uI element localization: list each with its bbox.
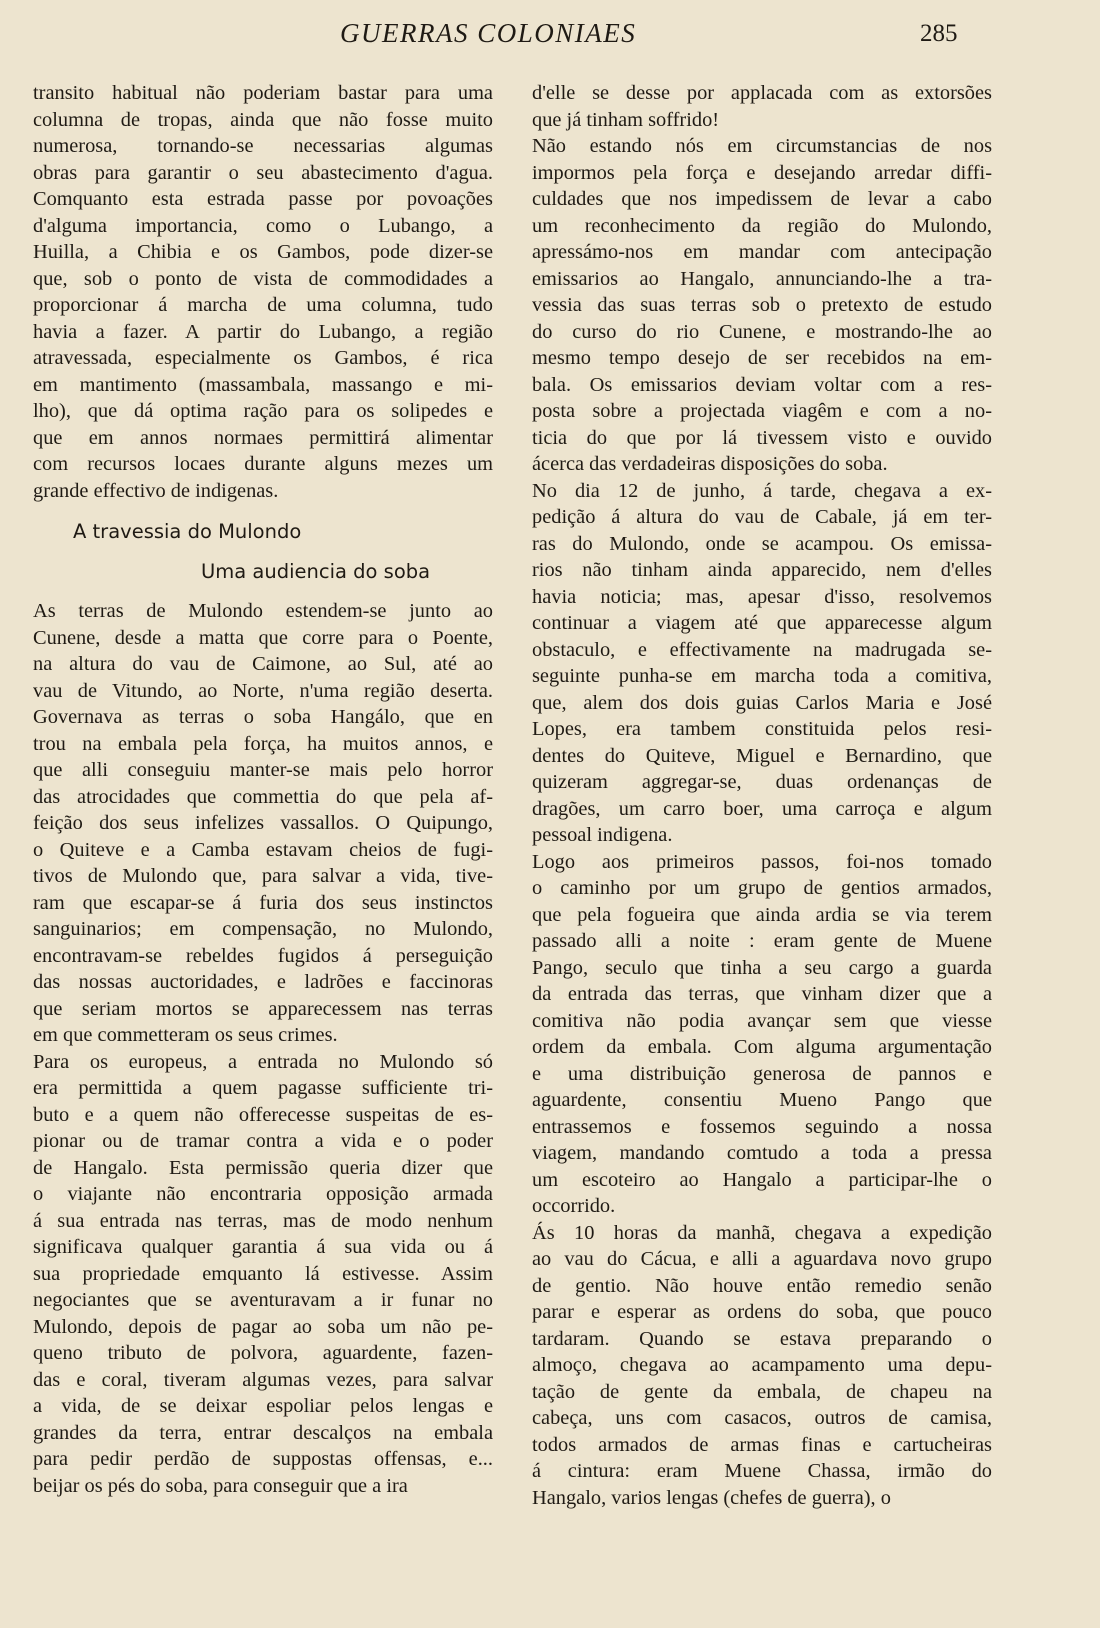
text-line: de gentio. Não houve então remedio senão bbox=[532, 1274, 992, 1297]
running-head bbox=[0, 18, 1100, 58]
text-line: d'alguma importancia, como o Lubango, a bbox=[33, 214, 493, 237]
paragraph-group-b bbox=[33, 598, 493, 1499]
text-line: tação de gente da embala, de chapeu na bbox=[532, 1380, 992, 1403]
text-line: almoço, chegava ao acampamento uma depu- bbox=[532, 1354, 992, 1376]
text-line: de Hangalo. Esta permissão queria dizer que bbox=[33, 1156, 493, 1179]
text-line: viagem, mandando comtudo a toda a pressa bbox=[532, 1142, 992, 1164]
text-line: á cintura: eram Muene Chassa, irmão do bbox=[532, 1460, 992, 1482]
text-line: queno tributo de polvora, aguardente, fazen- bbox=[33, 1342, 493, 1364]
text-line: passado alli a noite : eram gente de Muene bbox=[532, 930, 992, 952]
text-line: e uma distribuição generosa de pannos e bbox=[532, 1062, 992, 1085]
text-line: dragões, um carro boer, uma carroça e algum bbox=[532, 797, 992, 820]
text-line: numerosa, tornando-se necessarias algumas bbox=[33, 135, 493, 157]
text-line: emissarios ao Hangalo, annunciando-lhe a tra- bbox=[532, 267, 992, 290]
text-line: que pela fogueira que ainda ardia se via terem bbox=[532, 903, 992, 926]
text-line: o Quiteve e a Camba estavam cheios de fugi- bbox=[33, 838, 493, 861]
text-line: ao vau do Cácua, e alli a aguardava novo grupo bbox=[532, 1248, 992, 1270]
text-line: atravessada, especialmente os Gambos, é rica bbox=[33, 347, 493, 369]
text-line: entrassemos e fossemos seguindo a nossa bbox=[532, 1115, 992, 1138]
text-line: quizeram aggregar-se, duas ordenanças de bbox=[532, 771, 992, 793]
text-line: á sua entrada nas terras, mas de modo nenhum bbox=[33, 1209, 493, 1232]
text-line: continuar a viagem até que apparecesse algum bbox=[532, 612, 992, 634]
page-number: 285 bbox=[920, 20, 958, 47]
text-line: grande effectivo de indigenas. bbox=[33, 479, 279, 502]
text-line: que seriam mortos se apparecessem nas terras bbox=[33, 997, 493, 1020]
text-line: mesmo tempo desejo de ser recebidos na em- bbox=[532, 347, 992, 369]
text-line: que, sob o ponto de vista de commodidades a bbox=[33, 267, 493, 290]
text-line: No dia 12 de junho, á tarde, chegava a ex- bbox=[532, 479, 992, 502]
text-line: o caminho por um grupo de gentios armados, bbox=[532, 877, 992, 899]
text-line: ram que escapar-se á furia dos seus instinctos bbox=[33, 891, 493, 914]
text-line: pionar ou de tramar contra a vida e o poder bbox=[33, 1130, 493, 1152]
text-line: Pango, seculo que tinha a seu cargo a guarda bbox=[532, 956, 992, 979]
right-column bbox=[532, 80, 992, 1511]
text-line: Governava as terras o soba Hangálo, que en bbox=[33, 706, 493, 728]
running-title: GUERRAS COLONIAES bbox=[340, 18, 637, 48]
text-line: o viajante não encontraria opposição armada bbox=[33, 1183, 493, 1205]
text-line: um escoteiro ao Hangalo a participar-lhe o bbox=[532, 1168, 992, 1191]
left-column bbox=[33, 80, 493, 1499]
text-line: que em annos normaes permittirá alimentar bbox=[33, 426, 493, 449]
text-line: occorrido. bbox=[532, 1195, 616, 1217]
text-line: do curso do rio Cunene, e mostrando-lhe ao bbox=[532, 320, 992, 343]
text-line: trou na embala pela força, ha muitos annos, e bbox=[33, 732, 493, 755]
text-line: tivos de Mulondo que, para salvar a vida, tive- bbox=[33, 865, 493, 887]
text-line: tardaram. Quando se estava preparando o bbox=[532, 1327, 992, 1350]
text-line: impormos pela força e desejando arredar diffi- bbox=[532, 161, 992, 184]
text-line: era permittida a quem pagasse sufficiente tri- bbox=[33, 1077, 493, 1099]
text-line: lho), que dá optima ração para os solipedes e bbox=[33, 400, 493, 422]
text-line: das atrocidades que commettia do que pela af- bbox=[33, 785, 493, 808]
text-line: ras do Mulondo, onde se acampou. Os emissa- bbox=[532, 532, 992, 555]
text-line: Mulondo, depois de pagar ao soba um não pe- bbox=[33, 1315, 493, 1338]
text-line: Para os europeus, a entrada no Mulondo só bbox=[33, 1050, 493, 1073]
text-line: culdades que nos impedissem de levar a cabo bbox=[532, 188, 992, 210]
text-line: que alli conseguiu manter-se mais pelo horror bbox=[33, 759, 493, 781]
section-subheading: Uma audiencia do soba bbox=[201, 560, 431, 583]
text-line: havia a fazer. A partir do Lubango, a região bbox=[33, 320, 493, 343]
text-line: sua propriedade emquanto lá estivesse. Assim bbox=[33, 1262, 493, 1285]
text-line: d'elle se desse por applacada com as extorsões bbox=[532, 82, 992, 104]
text-line: Hangalo, varios lengas (chefes de guerra), o bbox=[532, 1486, 891, 1509]
text-line: obras para garantir o seu abastecimento d'agua. bbox=[33, 161, 493, 184]
text-line: dentes do Quiteve, Miguel e Bernardino, que bbox=[532, 744, 992, 767]
text-line: seguinte punha-se em marcha toda a comitiva, bbox=[532, 665, 992, 687]
text-line: aguardente, consentiu Mueno Pango que bbox=[532, 1089, 992, 1111]
text-line: pessoal indigena. bbox=[532, 824, 673, 846]
section-heading: A travessia do Mulondo bbox=[73, 520, 302, 543]
text-line: Logo aos primeiros passos, foi-nos tomado bbox=[532, 850, 992, 873]
text-line: em que commetteram os seus crimes. bbox=[33, 1024, 338, 1046]
text-line: apressámo-nos em mandar com antecipação bbox=[532, 241, 992, 263]
text-line: ácerca das verdadeiras disposições do soba. bbox=[532, 453, 888, 475]
text-line: a vida, de se deixar espoliar pelos lengas e bbox=[33, 1395, 493, 1417]
text-line: negociantes que se aventuravam a ir funar no bbox=[33, 1289, 493, 1311]
text-line: da entrada das terras, que vinham dizer que a bbox=[532, 983, 992, 1005]
text-line: proporcionar á marcha de uma columna, tudo bbox=[33, 294, 493, 316]
text-line: significava qualquer garantia á sua vida ou á bbox=[33, 1236, 493, 1258]
text-line: sanguinarios; em compensação, no Mulondo, bbox=[33, 918, 493, 940]
text-line: Não estando nós em circumstancias de nos bbox=[532, 135, 992, 157]
text-line: todos armados de armas finas e cartucheiras bbox=[532, 1433, 992, 1456]
text-line: beijar os pés do soba, para conseguir que a ira bbox=[33, 1474, 408, 1497]
text-line: As terras de Mulondo estendem-se junto ao bbox=[33, 600, 493, 622]
text-line: das e coral, tiveram algumas vezes, para salvar bbox=[33, 1368, 493, 1391]
text-line: que já tinham soffrido! bbox=[532, 108, 720, 131]
paragraph-group-a bbox=[33, 80, 493, 504]
text-line: rios não tinham ainda apparecido, nem d'elles bbox=[532, 559, 992, 581]
text-line: pedição á altura do vau de Cabale, já em ter- bbox=[532, 506, 992, 528]
text-line: columna de tropas, ainda que não fosse muito bbox=[33, 108, 493, 131]
text-line: cabeça, uns com casacos, outros de camisa, bbox=[532, 1407, 992, 1429]
text-line: bala. Os emissarios deviam voltar com a res- bbox=[532, 373, 992, 396]
text-line: Comquanto esta estrada passe por povoações bbox=[33, 188, 493, 210]
text-line: transito habitual não poderiam bastar para uma bbox=[33, 82, 493, 104]
text-line: vau de Vitundo, ao Norte, n'uma região deserta. bbox=[33, 679, 493, 702]
text-line: Ás 10 horas da manhã, chegava a expedição bbox=[532, 1221, 992, 1244]
text-line: para pedir perdão de suppostas offensas, e... bbox=[33, 1448, 493, 1470]
text-line: obstaculo, e effectivamente na madrugada se- bbox=[532, 638, 992, 661]
text-line: parar e esperar as ordens do soba, que pouco bbox=[532, 1301, 992, 1323]
text-line: vessia das suas terras sob o pretexto de estudo bbox=[532, 294, 992, 316]
text-line: na altura do vau de Caimone, ao Sul, até ao bbox=[33, 653, 493, 675]
paragraph-group bbox=[532, 80, 992, 1511]
text-line: posta sobre a projectada viagêm e com a no- bbox=[532, 400, 992, 422]
text-line: grandes da terra, entrar descalços na embala bbox=[33, 1421, 493, 1444]
text-line: ordem da embala. Com alguma argumentação bbox=[532, 1036, 992, 1058]
text-line: das nossas auctoridades, e ladrões e faccinoras bbox=[33, 971, 493, 993]
text-line: Lopes, era tambem constituida pelos resi- bbox=[532, 718, 992, 740]
text-line: um reconhecimento da região do Mulondo, bbox=[532, 214, 992, 237]
text-line: ticia do que por lá tivessem visto e ouvido bbox=[532, 426, 992, 449]
text-line: que, alem dos dois guias Carlos Maria e José bbox=[532, 691, 992, 714]
text-line: encontravam-se rebeldes fugidos á perseguição bbox=[33, 944, 493, 967]
text-line: feição dos seus infelizes vassallos. O Quipungo, bbox=[33, 812, 493, 834]
text-line: com recursos locaes durante alguns mezes um bbox=[33, 453, 493, 475]
text-line: comitiva não podia avançar sem que viesse bbox=[532, 1009, 992, 1032]
text-line: em mantimento (massambala, massango e mi- bbox=[33, 373, 493, 396]
text-line: Huilla, a Chibia e os Gambos, pode dizer-se bbox=[33, 241, 493, 263]
text-line: Cunene, desde a matta que corre para o Poente, bbox=[33, 626, 493, 649]
text-line: buto e a quem não offerecesse suspeitas de es- bbox=[33, 1103, 493, 1126]
text-line: havia noticia; mas, apesar d'isso, resolvemos bbox=[532, 585, 992, 608]
